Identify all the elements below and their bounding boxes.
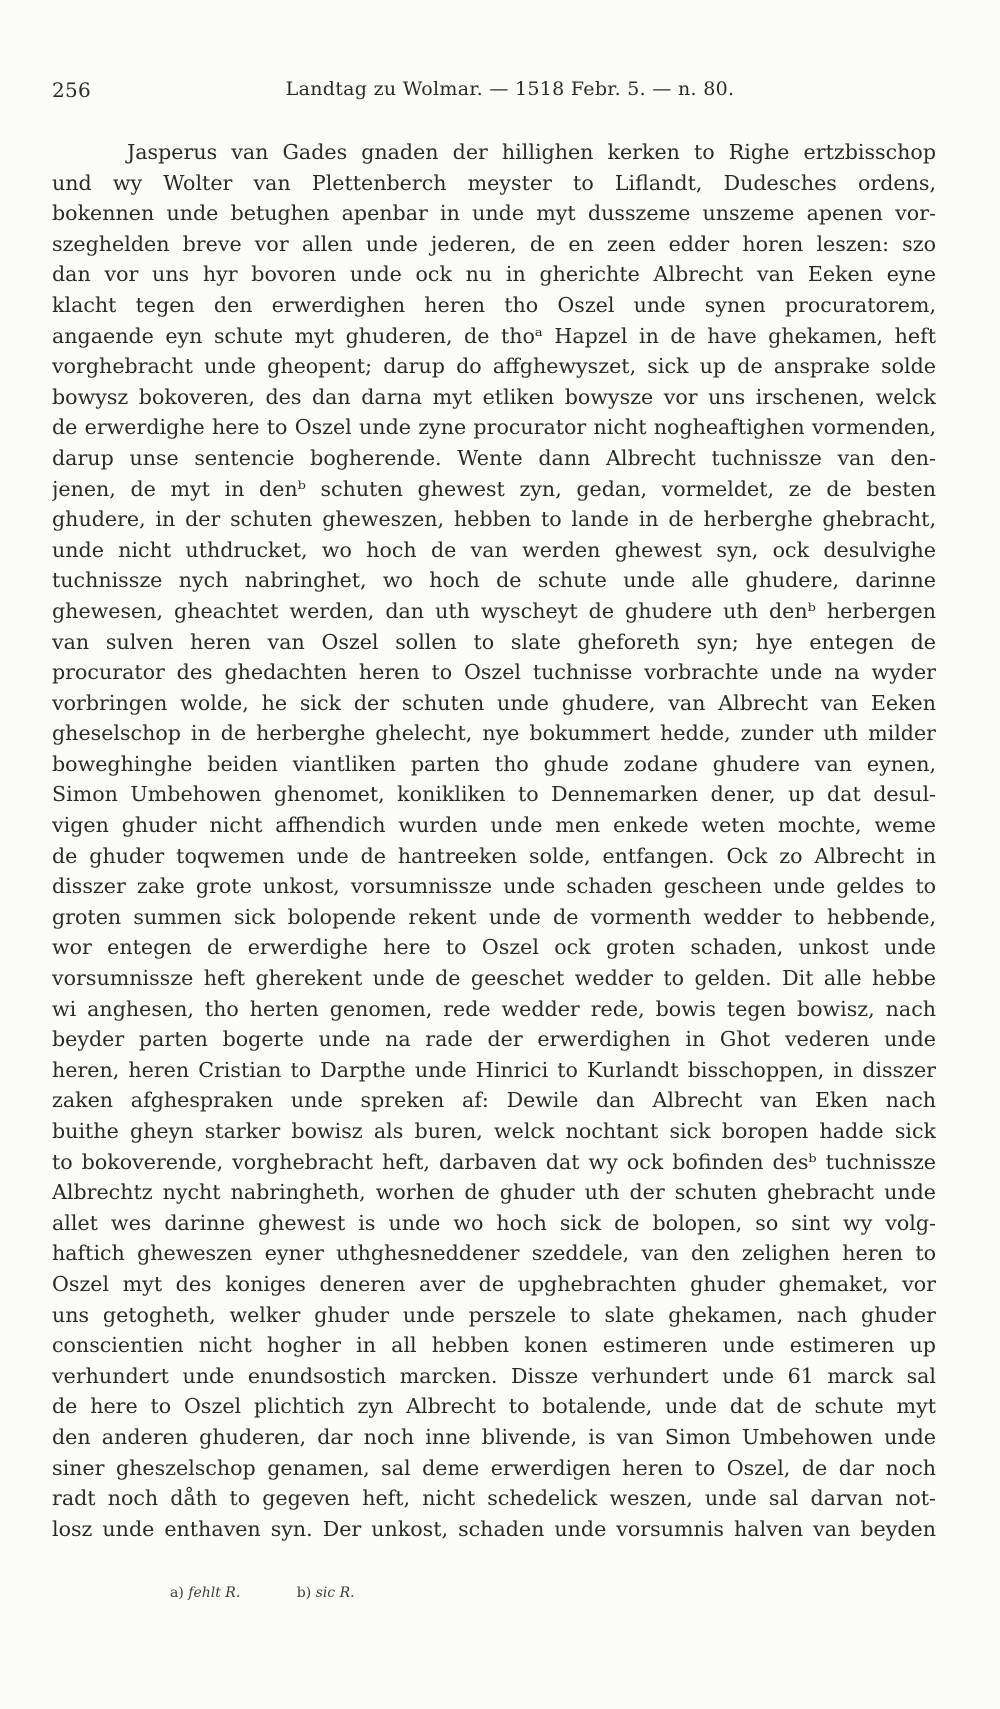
footnote-a bbox=[170, 1585, 240, 1601]
text-line: bokennen unde betughen apenbar in unde myt dusszeme unszeme apenen vor- bbox=[52, 201, 936, 226]
text-line: haftich gheweszen eyner uthghesneddener szeddele, van den zelighen heren to bbox=[52, 1241, 936, 1266]
text-line: de erwerdighe here to Oszel unde zyne procurator nicht nogheaftighen vormenden, bbox=[52, 415, 936, 440]
text-line: vorsumnissze heft gherekent unde de geeschet wedder to gelden. Dit alle hebbe bbox=[52, 966, 936, 991]
text-line: angaende eyn schute myt ghuderen, de thoᵃ Hapzel in de have ghekamen, heft bbox=[52, 323, 936, 348]
footnote-text: sic R. bbox=[315, 1585, 355, 1601]
text-line: van sulven heren van Oszel sollen to slate gheforeth syn; hye entegen de bbox=[52, 629, 936, 654]
text-line: szeghelden breve vor allen unde jederen, de en zeen edder horen leszen: szo bbox=[52, 231, 936, 256]
body-text bbox=[52, 137, 936, 1544]
text-line: disszer zake grote unkost, vorsumnissze unde schaden gescheen unde geldes to bbox=[52, 874, 936, 899]
text-line: vorbringen wolde, he sick der schuten unde ghudere, van Albrecht van Eeken bbox=[52, 690, 936, 715]
text-line: klacht tegen den erwerdighen heren tho Oszel unde synen procuratorem, bbox=[52, 292, 936, 317]
text-line: groten summen sick bolopende rekent unde de vormenth wedder to hebbende, bbox=[52, 904, 936, 929]
text-line: conscientien nicht hogher in all hebben konen estimeren unde estimeren up bbox=[52, 1333, 936, 1358]
text-line: wi anghesen, tho herten genomen, rede wedder rede, bowis tegen bowisz, nach bbox=[52, 996, 936, 1021]
text-line: buithe gheyn starker bowisz als buren, welck nochtant sick boropen hadde sick bbox=[52, 1119, 936, 1143]
text-line: Simon Umbehowen ghenomet, konikliken to Dennemarken dener, up dat desul- bbox=[52, 782, 936, 807]
text-line: uns getogheth, welker ghuder unde perszele to slate ghekamen, nach ghuder bbox=[52, 1302, 936, 1327]
running-title: Landtag zu Wolmar. — 1518 Febr. 5. — n. 80. bbox=[285, 78, 735, 100]
text-line: allet wes darinne ghewest is unde wo hoch sick de bolopen, so sint wy volg- bbox=[52, 1210, 936, 1235]
text-line: procurator des ghedachten heren to Oszel tuchnisse vorbrachte unde na wyder bbox=[52, 660, 936, 685]
text-line: radt noch dåth to gegeven heft, nicht schedelick weszen, unde sal darvan not- bbox=[52, 1486, 936, 1511]
text-line: zaken afghespraken unde spreken af: Dewile dan Albrecht van Eken nach bbox=[52, 1088, 936, 1113]
text-line: Oszel myt des koniges deneren aver de upghebrachten ghuder ghemaket, vor bbox=[52, 1271, 936, 1296]
text-line: vorghebracht unde gheopent; darup do affghewyszet, sick up de ansprake solde bbox=[52, 354, 936, 379]
text-line: bowysz bokoveren, des dan darna myt etliken bowysze vor uns irschenen, welck bbox=[52, 384, 936, 409]
text-line: und wy Wolter van Plettenberch meyster to Liflandt, Dudesches ordens, bbox=[52, 170, 936, 195]
text-line: ghudere, in der schuten gheweszen, hebben to lande in de herberghe ghebracht, bbox=[52, 507, 936, 532]
text-line: gheselschop in de herberghe ghelecht, nye bokummert hedde, zunder uth milder bbox=[52, 721, 936, 746]
text-line: Jasperus van Gades gnaden der hillighen kerken to Righe ertzbisschop bbox=[127, 140, 936, 164]
text-line: to bokoverende, vorghebracht heft, darbaven dat wy ock bofinden desᵇ tuchnissze bbox=[52, 1149, 936, 1174]
text-line: boweghinghe beiden viantliken parten tho ghude zodane ghudere van eynen, bbox=[52, 751, 936, 776]
footnote-text: fehlt R. bbox=[188, 1585, 241, 1601]
text-line: Albrechtz nycht nabringheth, worhen de ghuder uth der schuten ghebracht unde bbox=[52, 1180, 936, 1205]
text-line: darup unse sentencie bogherende. Wente dann Albrecht tuchnissze van den- bbox=[52, 445, 936, 470]
footnote-marker: b) bbox=[296, 1585, 312, 1601]
text-line: unde nicht uthdrucket, wo hoch de van werden ghewest syn, ock desulvighe bbox=[52, 537, 936, 562]
text-line: tuchnissze nych nabringhet, wo hoch de schute unde alle ghudere, darinne bbox=[52, 568, 936, 593]
text-line: dan vor uns hyr bovoren unde ock nu in gherichte Albrecht van Eeken eyne bbox=[52, 262, 936, 287]
text-line: den anderen ghuderen, dar noch inne blivende, is van Simon Umbehowen unde bbox=[52, 1424, 936, 1449]
footnote-b bbox=[297, 1585, 355, 1601]
text-line: de here to Oszel plichtich zyn Albrecht to botalende, unde dat de schute myt bbox=[52, 1394, 936, 1419]
text-line: verhundert unde enundsostich marcken. Dissze verhundert unde 61 marck sal bbox=[52, 1363, 936, 1388]
text-line: ghewesen, gheachtet werden, dan uth wyscheyt de ghudere uth denᵇ herbergen bbox=[52, 598, 936, 623]
text-line: losz unde enthaven syn. Der unkost, schaden unde vorsumnis halven van beyden bbox=[52, 1516, 936, 1541]
text-line: vigen ghuder nicht affhendich wurden unde men enkede weten mochte, weme bbox=[52, 813, 936, 838]
text-line: wor entegen de erwerdighe here to Oszel ock groten schaden, unkost unde bbox=[52, 935, 936, 960]
text-line: de ghuder toqwemen unde de hantreeken solde, entfangen. Ock zo Albrecht in bbox=[52, 843, 936, 868]
text-line: siner gheszelschop genamen, sal deme erwerdigen heren to Oszel, de dar noch bbox=[52, 1455, 936, 1480]
running-header bbox=[52, 78, 938, 108]
footnotes bbox=[170, 1585, 670, 1601]
text-line: heren, heren Cristian to Darpthe unde Hinrici to Kurlandt bisschoppen, in disszer bbox=[52, 1057, 936, 1082]
text-line: beyder parten bogerte unde na rade der erwerdighen in Ghot vederen unde bbox=[52, 1027, 936, 1052]
footnote-marker: a) bbox=[170, 1585, 184, 1601]
text-line: jenen, de myt in denᵇ schuten ghewest zyn, gedan, vormeldet, ze de besten bbox=[52, 476, 936, 501]
page-number: 256 bbox=[52, 78, 92, 102]
